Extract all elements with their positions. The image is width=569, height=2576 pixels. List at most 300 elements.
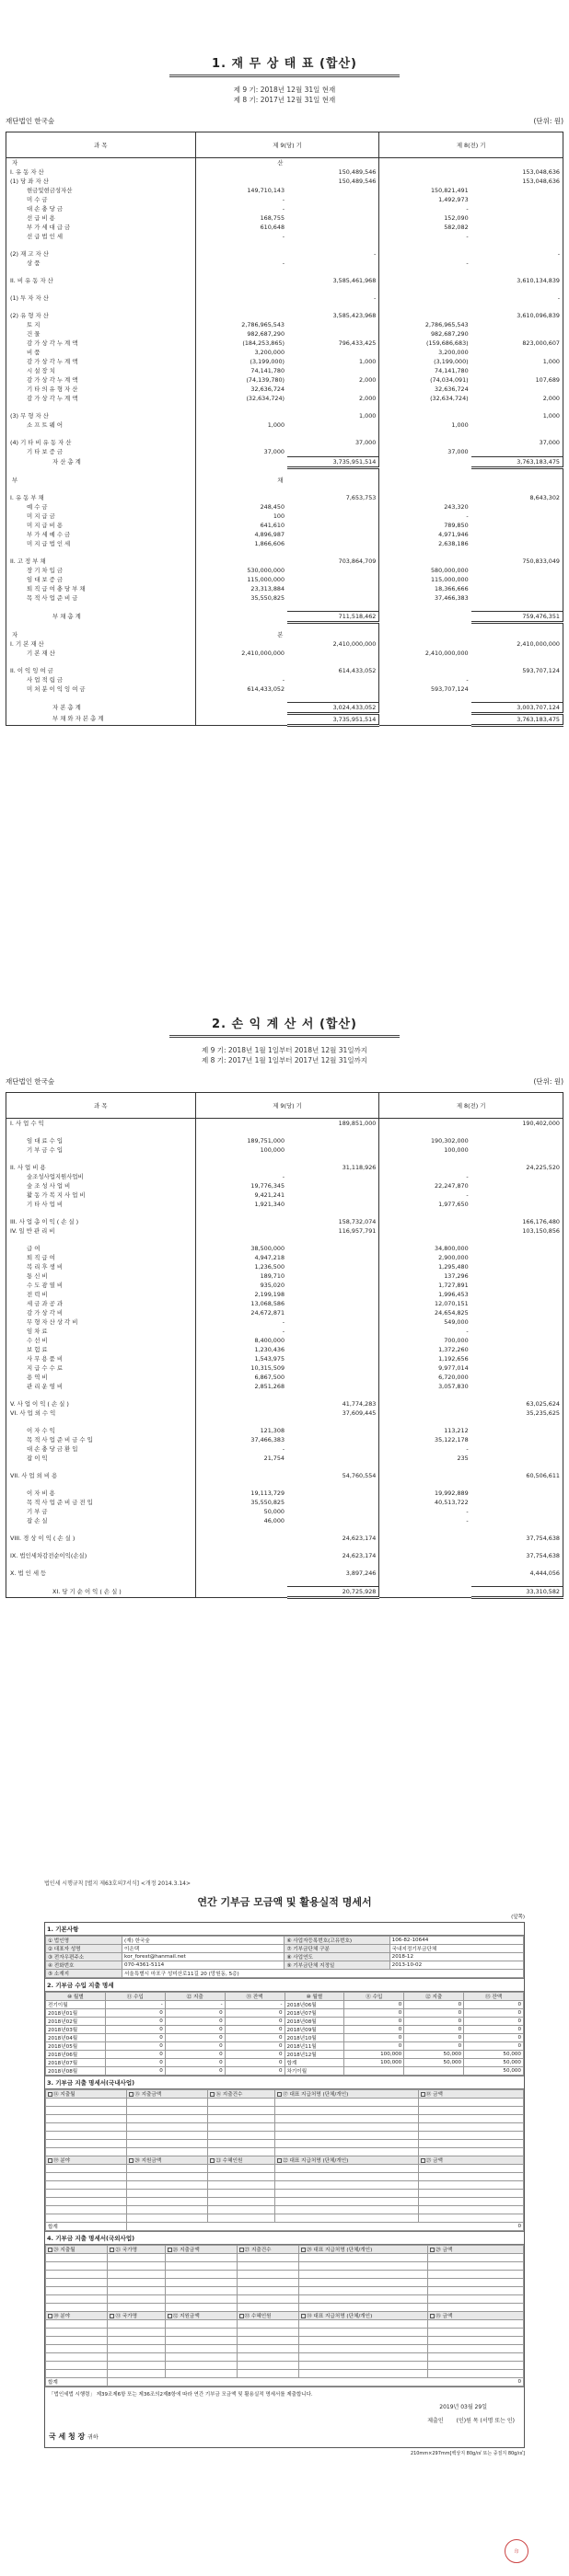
bs-row bbox=[6, 649, 563, 658]
form-monthly-cell: 2018년11월 bbox=[284, 2042, 344, 2051]
form-overseas-cell bbox=[428, 2271, 524, 2279]
is-prior-total: 33,310,582 bbox=[471, 1586, 563, 1597]
bs-current-total bbox=[287, 684, 379, 694]
bs-spacer bbox=[6, 241, 563, 249]
bs-prior-detail: 1,000 bbox=[379, 420, 471, 430]
checkbox-icon bbox=[110, 2248, 114, 2252]
bs-prior-detail: (3,199,000) bbox=[379, 357, 471, 366]
bs-prior-total bbox=[471, 584, 563, 593]
form-monthly-cell: 0 bbox=[225, 2051, 284, 2059]
form-overseas-cell bbox=[165, 2353, 237, 2362]
form-overseas-cell bbox=[46, 2254, 108, 2262]
form-overseas-cell bbox=[108, 2304, 165, 2312]
is-current-detail: 24,672,871 bbox=[195, 1308, 287, 1317]
is-current-detail bbox=[195, 1569, 287, 1578]
form-monthly-cell: 0 bbox=[105, 2042, 165, 2051]
form-monthly-cell: 전기이월 bbox=[46, 2001, 106, 2009]
form-overseas-cell bbox=[428, 2337, 524, 2345]
is-prior-detail: 22,247,870 bbox=[379, 1181, 471, 1190]
is-current-total bbox=[287, 1327, 379, 1336]
form-monthly-cell: 2018년06월 bbox=[284, 2001, 344, 2009]
form-overseas-cell bbox=[299, 2320, 428, 2329]
form-monthly-row bbox=[46, 2009, 524, 2018]
bs-current-total bbox=[287, 259, 379, 268]
bs-current-total bbox=[287, 232, 379, 241]
bs-row-label: 미 지 급 법 인 세 bbox=[27, 540, 71, 547]
form-footer-date: 2019년 03월 29일 bbox=[439, 2404, 487, 2410]
is-current-total: 54,760,554 bbox=[342, 1472, 377, 1479]
bs-prior-total bbox=[471, 502, 563, 512]
bs-prior-detail: 37,000 bbox=[379, 447, 471, 456]
is-row bbox=[6, 1382, 563, 1391]
is-prior-detail: - bbox=[379, 1516, 471, 1525]
form-monthly-header: ⑬ 잔액 bbox=[464, 1993, 524, 2001]
form-monthly-cell: 합계 bbox=[284, 2059, 344, 2067]
form-overseas-cell bbox=[299, 2304, 428, 2312]
is-row-label: II. 사 업 비 용 bbox=[10, 1164, 46, 1171]
is-row-label: 급 여 bbox=[27, 1245, 41, 1252]
is-current-detail: 21,754 bbox=[195, 1454, 287, 1463]
form-domestic-cell bbox=[418, 2181, 523, 2190]
is-row bbox=[6, 1345, 563, 1354]
form-overseas-cell bbox=[428, 2353, 524, 2362]
is-spacer bbox=[6, 1578, 563, 1586]
form-monthly-cell: 2018년04월 bbox=[46, 2034, 106, 2042]
is-row bbox=[6, 1516, 563, 1525]
form-basic-row bbox=[46, 1961, 524, 1970]
form-overseas-cell bbox=[108, 2295, 165, 2304]
bs-prior-total: 2,410,000,000 bbox=[517, 640, 560, 648]
bs-current-total bbox=[287, 223, 379, 232]
form-domestic-header bbox=[208, 2090, 275, 2099]
bs-row bbox=[6, 630, 563, 639]
checkbox-icon bbox=[48, 2092, 52, 2097]
bs-row-label: I. 유 동 부 채 bbox=[10, 494, 44, 501]
is-current-detail: 189,710 bbox=[195, 1271, 287, 1281]
bs-row-label: (1) 투 자 자 산 bbox=[10, 294, 49, 302]
is-current-detail: 9,421,241 bbox=[195, 1190, 287, 1200]
form-domestic-blank-row bbox=[46, 2148, 524, 2156]
bs-current-total bbox=[287, 539, 379, 548]
form-domestic-cell bbox=[275, 2173, 419, 2181]
is-current-detail: 2,199,198 bbox=[195, 1290, 287, 1299]
bs-current-detail: (3,199,000) bbox=[195, 357, 287, 366]
form-overseas-cell bbox=[165, 2304, 237, 2312]
bs-current-detail bbox=[195, 293, 287, 303]
is-current-total: 41,774,283 bbox=[342, 1400, 377, 1408]
bs-current-detail bbox=[195, 276, 287, 285]
form-overseas-cell bbox=[46, 2329, 108, 2337]
bs-current-detail: 530,000,000 bbox=[195, 566, 287, 575]
bs-row bbox=[6, 593, 563, 603]
form-domestic-header-label: ⑱ 금액 bbox=[425, 2092, 443, 2098]
is-prior-total bbox=[471, 1382, 563, 1391]
bs-prior-detail: 2,410,000,000 bbox=[379, 649, 471, 658]
is-prior-total bbox=[471, 1299, 563, 1308]
is-prior-total bbox=[471, 1244, 563, 1253]
bs-prior-detail: 74,141,780 bbox=[379, 366, 471, 375]
bs-current-total: 703,864,709 bbox=[338, 558, 377, 565]
form-overseas-cell bbox=[299, 2370, 428, 2378]
form-domestic-cell bbox=[275, 2148, 419, 2156]
is-row-label: 활 동 가 복 지 사 업 비 bbox=[27, 1191, 86, 1199]
bs-current-total bbox=[287, 512, 379, 521]
bs-prior-detail: 37,466,383 bbox=[379, 593, 471, 603]
bs-row-label: (3) 무 형 자 산 bbox=[10, 412, 49, 420]
bs-prior-detail bbox=[379, 276, 471, 285]
is-row bbox=[6, 1200, 563, 1209]
bs-current-detail: - bbox=[195, 675, 287, 684]
bs-prior-total bbox=[471, 539, 563, 548]
form-overseas-blank-row bbox=[46, 2271, 524, 2279]
is-spacer bbox=[6, 1209, 563, 1217]
form-monthly-header: ⑩ 월별 bbox=[284, 1993, 344, 2001]
form-monthly-row bbox=[46, 2026, 524, 2034]
form-overseas-cell bbox=[108, 2370, 165, 2378]
is-current-total bbox=[287, 1516, 379, 1525]
is-prior-detail: 3,057,830 bbox=[379, 1382, 471, 1391]
form-monthly-cell: 0 bbox=[464, 2009, 524, 2018]
bs-prior-detail: 32,636,724 bbox=[379, 385, 471, 394]
form-domestic-cell bbox=[127, 2181, 208, 2190]
is-prior-total bbox=[471, 1435, 563, 1444]
form-overseas-blank-row bbox=[46, 2337, 524, 2345]
is-prior-detail: 549,000 bbox=[379, 1317, 471, 1327]
form-overseas-header-label: ㉛ 국가명 bbox=[115, 2314, 138, 2319]
is-row-label: 임 대 료 수 입 bbox=[27, 1137, 63, 1144]
form-overseas-cell bbox=[165, 2279, 237, 2287]
is-row-label: 기 타 사 업 비 bbox=[27, 1201, 63, 1208]
bs-row-label: 미 수 금 bbox=[27, 196, 48, 203]
bs-spacer bbox=[6, 622, 563, 630]
form-domestic-header bbox=[418, 2156, 523, 2165]
bs-row-label: 부 가 세 대 급 금 bbox=[27, 224, 71, 231]
form-monthly-cell: 0 bbox=[344, 2034, 404, 2042]
bs-current-detail bbox=[195, 639, 287, 649]
form-overseas-cell bbox=[428, 2362, 524, 2370]
checkbox-icon bbox=[48, 2158, 52, 2163]
form-monthly-header: ⑫ 지출 bbox=[404, 1993, 464, 2001]
form-domestic-header bbox=[275, 2090, 419, 2099]
bs-prior-detail bbox=[379, 702, 471, 713]
bs-current-detail bbox=[195, 493, 287, 502]
bs-current-total: 1,000 bbox=[359, 358, 377, 365]
form-basic-cell: 106-82-10644 bbox=[389, 1937, 523, 1945]
form-monthly-cell: - bbox=[225, 2001, 284, 2009]
bs-row bbox=[6, 293, 563, 303]
bs-prior-total: 750,833,049 bbox=[522, 558, 560, 565]
bs-current-total: 3,024,433,052 bbox=[287, 702, 379, 713]
form-domestic-header-label: ⑳ 지원금액 bbox=[134, 2158, 162, 2164]
bs-prior-detail bbox=[379, 167, 471, 177]
form-overseas-cell bbox=[108, 2279, 165, 2287]
is-row bbox=[6, 1586, 563, 1597]
bs-row bbox=[6, 339, 563, 348]
form-domestic-cell bbox=[418, 2148, 523, 2156]
form-domestic-cell bbox=[46, 2181, 127, 2190]
bs-current-total bbox=[287, 186, 379, 195]
is-prior-total bbox=[471, 1363, 563, 1373]
form-domestic-cell bbox=[46, 2173, 127, 2181]
bs-prior-total: 1,000 bbox=[542, 412, 560, 420]
is-prior-detail: 113,212 bbox=[379, 1426, 471, 1435]
form-monthly-cell: 2018년02월 bbox=[46, 2018, 106, 2026]
bs-current-total: 2,000 bbox=[359, 376, 377, 384]
is-prior-total bbox=[471, 1489, 563, 1498]
form-monthly-cell: 0 bbox=[105, 2026, 165, 2034]
balance-sheet-section bbox=[0, 53, 569, 727]
form-domestic-cell bbox=[275, 2140, 419, 2148]
form-domestic-sum-row bbox=[46, 2223, 524, 2231]
is-prior-detail bbox=[379, 1534, 471, 1543]
form-monthly-cell: 100,000 bbox=[344, 2059, 404, 2067]
form-monthly-cell: 2018년10월 bbox=[284, 2034, 344, 2042]
form-overseas-cell bbox=[108, 2329, 165, 2337]
is-row bbox=[6, 1244, 563, 1253]
is-row-label: 용 역 비 bbox=[27, 1374, 48, 1381]
is-prior-detail: 137,296 bbox=[379, 1271, 471, 1281]
form-overseas-cell bbox=[428, 2370, 524, 2378]
is-prior-total bbox=[471, 1136, 563, 1145]
form-overseas-cell bbox=[108, 2362, 165, 2370]
form-domestic-cell bbox=[418, 2165, 523, 2173]
form-basic-cell: 이은택 bbox=[122, 1945, 284, 1953]
is-current-total bbox=[287, 1181, 379, 1190]
bs-prior-detail bbox=[379, 411, 471, 420]
form-overseas-table bbox=[45, 2245, 524, 2386]
bs-current-total: 796,433,425 bbox=[338, 339, 377, 347]
bs-current-total bbox=[287, 575, 379, 584]
bs-row bbox=[6, 320, 563, 329]
form-monthly-cell: 0 bbox=[404, 2042, 464, 2051]
bs-current-total bbox=[287, 530, 379, 539]
bs-spacer bbox=[6, 658, 563, 666]
bs-current-detail bbox=[195, 311, 287, 320]
is-prior-total bbox=[471, 1327, 563, 1336]
form-basic-cell: ⑨ 기부금단체 지정일 bbox=[284, 1961, 389, 1970]
bs-current-total: 7,653,753 bbox=[345, 494, 377, 501]
is-current-detail: - bbox=[195, 1172, 287, 1181]
form-overseas-cell bbox=[428, 2329, 524, 2337]
form-overseas-header bbox=[108, 2246, 165, 2254]
form-domestic-cell bbox=[418, 2140, 523, 2148]
is-prior-total bbox=[471, 1290, 563, 1299]
bs-row-label: 건 물 bbox=[27, 330, 41, 338]
form-monthly-cell: 100,000 bbox=[344, 2051, 404, 2059]
checkbox-icon bbox=[421, 2158, 425, 2163]
is-prior-detail: 6,720,000 bbox=[379, 1373, 471, 1382]
form-domestic-cell bbox=[127, 2206, 208, 2214]
form-domestic-header bbox=[127, 2090, 208, 2099]
form-s2-title: 2. 기부금 수입 지출 명세 bbox=[45, 1978, 524, 1992]
is-current-detail bbox=[195, 1409, 287, 1418]
form-overseas-sum-value: 0 bbox=[108, 2378, 524, 2386]
bs-row-label: 선 급 비 용 bbox=[27, 214, 55, 222]
is-current-total: 37,609,445 bbox=[342, 1409, 377, 1417]
form-overseas-cell bbox=[46, 2287, 108, 2295]
checkbox-icon bbox=[210, 2092, 215, 2097]
is-row bbox=[6, 1354, 563, 1363]
form-overseas-cell bbox=[46, 2345, 108, 2353]
form-monthly-cell: 0 bbox=[464, 2034, 524, 2042]
is-row-label: 관 리 운 영 비 bbox=[27, 1383, 63, 1390]
form-monthly-cell: 0 bbox=[165, 2051, 225, 2059]
form-title: 연간 기부금 모금액 및 활용실적 명세서 bbox=[197, 1896, 372, 1908]
is-row-label: 감 가 상 각 비 bbox=[27, 1309, 63, 1317]
form-domestic-header bbox=[275, 2156, 419, 2165]
is-row-label: VI. 사 업 외 수 익 bbox=[10, 1409, 56, 1417]
form-monthly-cell: 0 bbox=[344, 2042, 404, 2051]
form-domestic-sum-label: 합계 bbox=[46, 2223, 127, 2231]
bs-row-label: 토 지 bbox=[27, 321, 41, 328]
is-current-total bbox=[287, 1271, 379, 1281]
form-paper-note: 210mm×297mm[백상지 80g/㎡ 또는 중질지 80g/㎡] bbox=[410, 2451, 525, 2456]
is-current-total: 3,897,246 bbox=[345, 1570, 377, 1577]
is-row-label: 임 차 료 bbox=[27, 1328, 48, 1335]
form-basic-cell: 서울특별시 마포구 성미산로11길 20 (망원동, 5층) bbox=[122, 1970, 524, 1978]
is-current-detail: 2,851,268 bbox=[195, 1382, 287, 1391]
form-overseas-header-label: ㉞ 대표 지급처명 (단체/개인) bbox=[307, 2314, 373, 2319]
form-domestic-header-label: ㉓ 금액 bbox=[425, 2158, 443, 2164]
bs-prior-total: 2,000 bbox=[542, 395, 560, 402]
form-overseas-cell bbox=[299, 2353, 428, 2362]
form-domestic-cell bbox=[275, 2123, 419, 2132]
is-period-prior: 제 8 기: 2017년 1월 1일부터 2017년 12월 31일까지 bbox=[201, 1056, 368, 1064]
is-row-label: 보 험 료 bbox=[27, 1346, 48, 1353]
is-current-total: 116,957,791 bbox=[338, 1227, 377, 1235]
is-row-label: 무 형 자 산 상 각 비 bbox=[27, 1318, 78, 1326]
form-overseas-cell bbox=[237, 2329, 298, 2337]
bs-prior-total bbox=[471, 223, 563, 232]
is-row-label: 기 부 금 수 입 bbox=[27, 1146, 63, 1154]
is-period-current: 제 9 기: 2018년 1월 1일부터 2018년 12월 31일까지 bbox=[201, 1046, 368, 1054]
is-spacer bbox=[6, 1128, 563, 1136]
form-overseas-cell bbox=[428, 2262, 524, 2271]
is-prior-total bbox=[471, 1200, 563, 1209]
checkbox-icon bbox=[168, 2314, 172, 2318]
bs-row bbox=[6, 713, 563, 725]
bs-current-detail: 168,755 bbox=[195, 213, 287, 223]
form-domestic-cell bbox=[127, 2099, 208, 2107]
bs-spacer bbox=[6, 485, 563, 493]
form-domestic-cell bbox=[275, 2132, 419, 2140]
bs-row-label: 기 본 재 산 bbox=[27, 650, 55, 657]
bs-current-detail: 614,433,052 bbox=[195, 684, 287, 694]
bs-current-total: 1,000 bbox=[359, 412, 377, 420]
bs-prior-total: - bbox=[557, 250, 560, 258]
bs-spacer bbox=[6, 548, 563, 557]
is-prior-detail: 235 bbox=[379, 1454, 471, 1463]
form-monthly-table bbox=[45, 1992, 524, 2076]
form-overseas-header bbox=[165, 2312, 237, 2320]
bs-row bbox=[6, 177, 563, 186]
form-basic-cell: ⑧ 사업연도 bbox=[284, 1953, 389, 1961]
form-domestic-header bbox=[46, 2156, 127, 2165]
bs-row-label: 부 채 총 계 bbox=[52, 613, 81, 620]
checkbox-icon bbox=[277, 2092, 282, 2097]
bs-spacer bbox=[6, 303, 563, 311]
form-domestic-blank-row bbox=[46, 2190, 524, 2198]
bs-prior-total bbox=[471, 186, 563, 195]
income-statement-section bbox=[0, 1014, 569, 1599]
form-basic-cell: 2018-12 bbox=[389, 1953, 523, 1961]
form-overseas-cell bbox=[46, 2353, 108, 2362]
is-row bbox=[6, 1262, 563, 1271]
form-monthly-header: ⑩ 월별 bbox=[46, 1993, 106, 2001]
form-domestic-header-label: ㉑ 수혜인원 bbox=[215, 2158, 243, 2164]
is-prior-detail bbox=[379, 1399, 471, 1409]
checkbox-icon bbox=[129, 2158, 134, 2163]
form-monthly-cell: 0 bbox=[404, 2018, 464, 2026]
bs-prior-total bbox=[471, 158, 563, 168]
bs-prior-total bbox=[471, 420, 563, 430]
bs-prior-detail: 582,082 bbox=[379, 223, 471, 232]
bs-row-label: 자 산 bbox=[12, 159, 412, 167]
is-spacer bbox=[6, 1560, 563, 1569]
bs-row bbox=[6, 213, 563, 223]
bs-row bbox=[6, 167, 563, 177]
form-domestic-blank-row bbox=[46, 2123, 524, 2132]
form-domestic-blank-row bbox=[46, 2115, 524, 2123]
is-prior-detail bbox=[379, 1217, 471, 1226]
bs-prior-detail bbox=[379, 493, 471, 502]
bs-col-current: 제 9(당) 기 bbox=[195, 132, 379, 158]
form-s1-title: 1. 기본사항 bbox=[45, 1923, 524, 1936]
bs-current-detail: 610,648 bbox=[195, 223, 287, 232]
form-domestic-blank-row bbox=[46, 2181, 524, 2190]
bs-prior-detail: - bbox=[379, 204, 471, 213]
form-overseas-cell bbox=[108, 2254, 165, 2262]
is-row bbox=[6, 1471, 563, 1480]
is-current-total bbox=[287, 1200, 379, 1209]
is-current-total bbox=[287, 1172, 379, 1181]
bs-prior-total bbox=[471, 348, 563, 357]
bs-current-detail bbox=[195, 713, 287, 725]
bs-row-label: 감 가 상 각 누 계 액 bbox=[27, 358, 78, 365]
bs-current-total bbox=[287, 521, 379, 530]
is-row-label: 숲조성사업지원사업비 bbox=[27, 1173, 84, 1180]
form-monthly-cell: 0 bbox=[404, 2009, 464, 2018]
bs-row bbox=[6, 411, 563, 420]
bs-row bbox=[6, 204, 563, 213]
bs-row-label: 퇴 직 급 여 충 당 부 채 bbox=[27, 585, 86, 592]
form-domestic-header bbox=[46, 2090, 127, 2099]
form-box bbox=[44, 1922, 525, 2448]
bs-current-detail: - bbox=[195, 232, 287, 241]
form-monthly-cell: 0 bbox=[225, 2018, 284, 2026]
form-overseas-blank-row bbox=[46, 2320, 524, 2329]
is-prior-detail: 34,800,000 bbox=[379, 1244, 471, 1253]
bs-row-label: I. 기 본 재 산 bbox=[10, 640, 44, 648]
is-spacer bbox=[6, 1525, 563, 1534]
form-domestic-cell bbox=[127, 2198, 208, 2206]
bs-row bbox=[6, 394, 563, 403]
is-current-detail: 35,550,825 bbox=[195, 1498, 287, 1507]
form-footer-note: 「법인세법 시행령」 제39조제6항 또는 제36조의2제8항에 따라 연간 기부금 모금액 및 활용실적 명세서를 제출합니다. bbox=[45, 2386, 524, 2400]
form-overseas-cell bbox=[237, 2295, 298, 2304]
is-current-detail bbox=[195, 1163, 287, 1172]
donation-form-section bbox=[0, 1879, 569, 2555]
form-monthly-cell: 50,000 bbox=[464, 2067, 524, 2076]
form-domestic-cell bbox=[418, 2206, 523, 2214]
is-prior-detail: 2,900,000 bbox=[379, 1253, 471, 1262]
bs-prior-detail: 3,200,000 bbox=[379, 348, 471, 357]
form-domestic-cell bbox=[208, 2181, 275, 2190]
bs-row bbox=[6, 566, 563, 575]
form-domestic-cell bbox=[127, 2148, 208, 2156]
bs-prior-total: 3,003,707,124 bbox=[471, 702, 563, 713]
form-overseas-header bbox=[237, 2312, 298, 2320]
